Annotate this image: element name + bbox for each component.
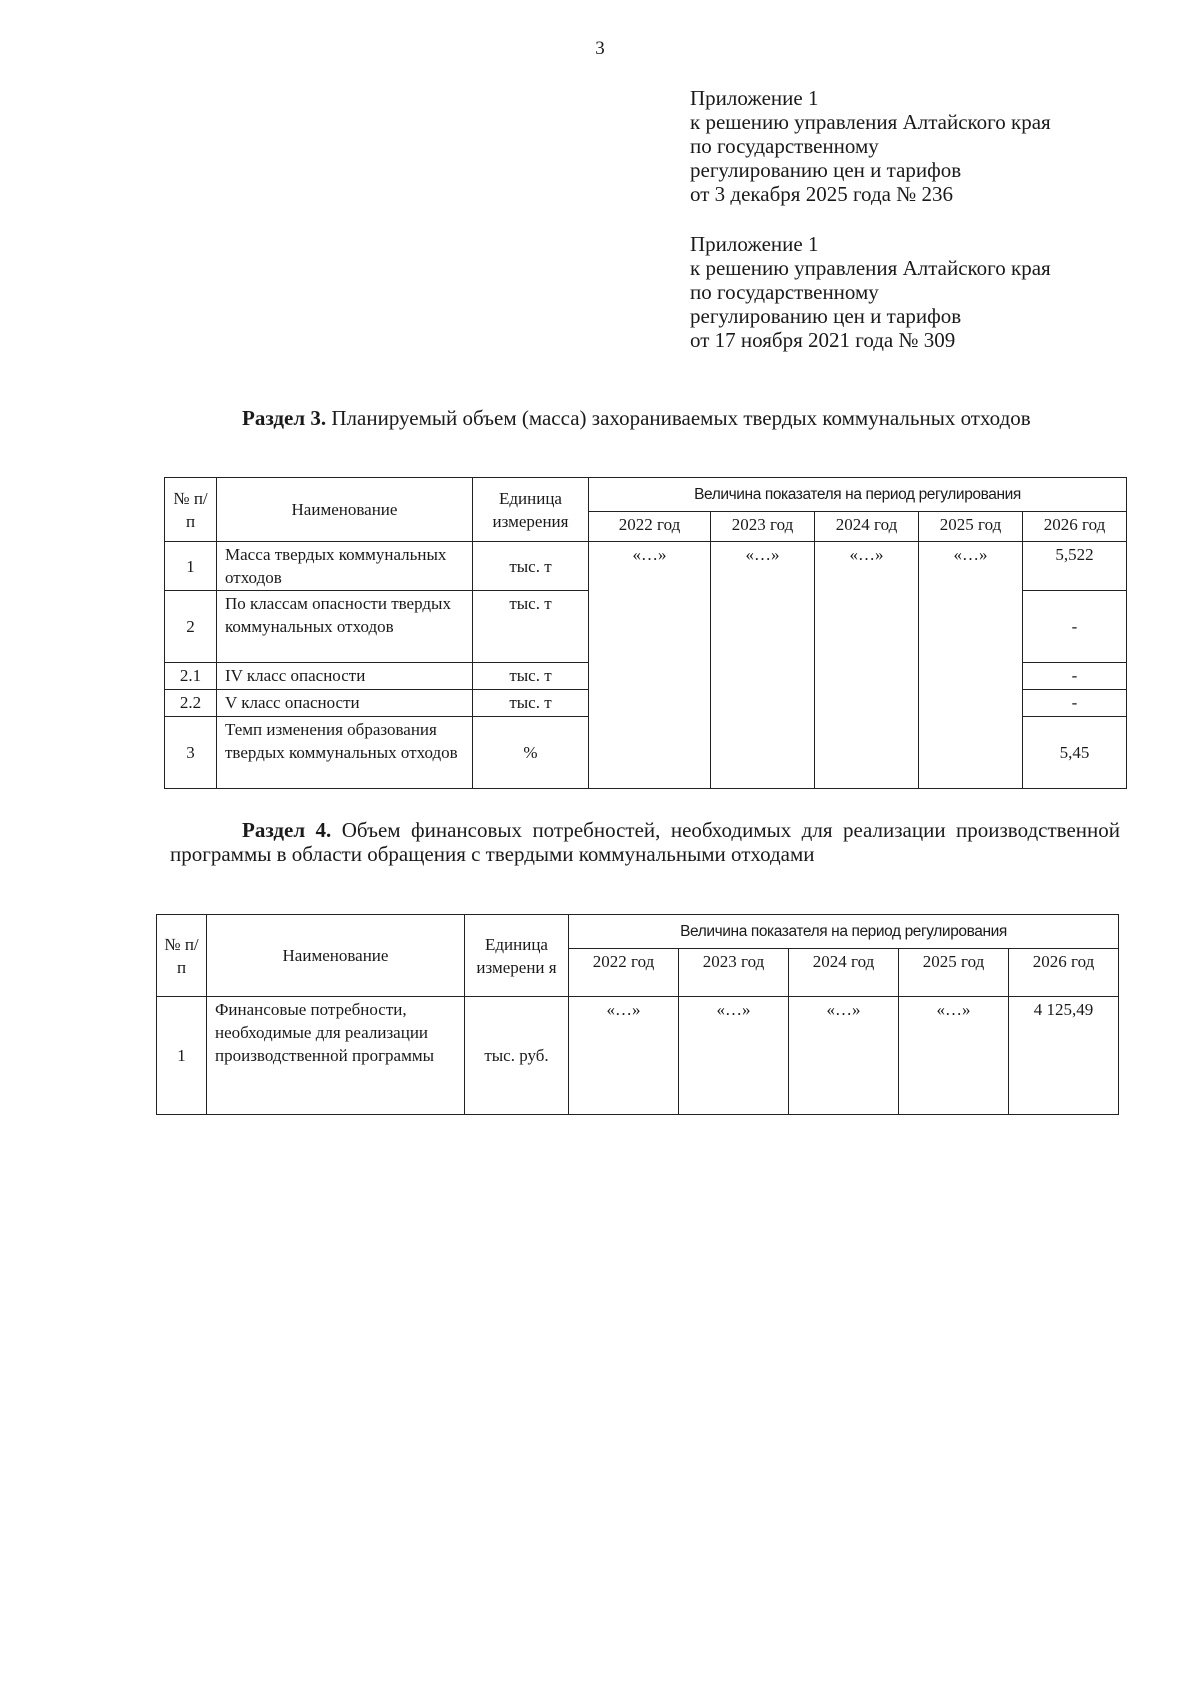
appendix-current-line: к решению управления Алтайского края xyxy=(690,110,1051,134)
appendix-current-line: по государственному xyxy=(690,134,879,158)
row-value: «…» xyxy=(711,542,815,789)
appendix-current-line: Приложение 1 xyxy=(690,86,819,110)
table-row xyxy=(157,997,1119,1115)
header-name: Наименование xyxy=(207,915,465,997)
row-value: - xyxy=(1023,591,1127,663)
section3-title xyxy=(170,406,1120,430)
section3-title-text: Планируемый объем (масса) захораниваемых твердых коммунальных отходов xyxy=(331,406,1031,430)
header-year: 2022 год xyxy=(569,949,679,997)
appendix-original-line: Приложение 1 xyxy=(690,232,819,256)
appendix-original-line: по государственному xyxy=(690,280,879,304)
section3-label: Раздел 3. xyxy=(242,406,327,430)
row-value: - xyxy=(1023,663,1127,690)
section4-table xyxy=(156,914,1119,1115)
row-unit: тыс. т xyxy=(473,663,589,690)
row-unit: тыс. т xyxy=(473,542,589,591)
row-name: Масса твердых коммунальных отходов xyxy=(217,542,473,591)
header-num: № п/ п xyxy=(157,915,207,997)
section4-title xyxy=(170,818,1120,866)
header-unit: Единица измерени я xyxy=(465,915,569,997)
section4-label: Раздел 4. xyxy=(242,818,332,842)
appendix-original-block xyxy=(690,232,1051,352)
row-unit: тыс. т xyxy=(473,690,589,717)
header-num: № п/п xyxy=(165,478,217,542)
page-number: 3 xyxy=(595,38,605,59)
header-year: 2024 год xyxy=(789,949,899,997)
row-value: «…» xyxy=(679,997,789,1115)
header-year: 2026 год xyxy=(1009,949,1119,997)
row-num: 1 xyxy=(165,542,217,591)
row-value: 4 125,49 xyxy=(1009,997,1119,1115)
row-unit: тыс. т xyxy=(473,591,589,663)
header-year: 2024 год xyxy=(815,512,919,542)
appendix-current-line: регулированию цен и тарифов xyxy=(690,158,962,182)
header-period: Величина показателя на период регулирования xyxy=(589,478,1127,512)
row-num: 3 xyxy=(165,717,217,789)
row-unit: % xyxy=(473,717,589,789)
header-period: Величина показателя на период регулирования xyxy=(569,915,1119,949)
appendix-original-line: регулированию цен и тарифов xyxy=(690,304,962,328)
row-unit: тыс. руб. xyxy=(465,997,569,1115)
row-num: 2.2 xyxy=(165,690,217,717)
header-unit: Единица измерения xyxy=(473,478,589,542)
row-num: 2 xyxy=(165,591,217,663)
row-name: V класс опасности xyxy=(217,690,473,717)
row-value: 5,45 xyxy=(1023,717,1127,789)
section4-title-text: Объем финансовых потребностей, необходимых для реализации производственной программы в области обращения с твердыми коммунальными отходами xyxy=(170,818,1120,866)
row-value: «…» xyxy=(899,997,1009,1115)
row-name: Финансовые потребности, необходимые для реализации производственной программы xyxy=(207,997,465,1115)
header-year: 2026 год xyxy=(1023,512,1127,542)
row-value: «…» xyxy=(919,542,1023,789)
section3-table xyxy=(164,477,1127,789)
row-value: - xyxy=(1023,690,1127,717)
appendix-current-line: от 3 декабря 2025 года № 236 xyxy=(690,182,953,206)
row-value: 5,522 xyxy=(1023,542,1127,591)
appendix-original-line: к решению управления Алтайского края xyxy=(690,256,1051,280)
header-name: Наименование xyxy=(217,478,473,542)
row-value: «…» xyxy=(589,542,711,789)
row-value: «…» xyxy=(815,542,919,789)
row-name: IV класс опасности xyxy=(217,663,473,690)
appendix-original-line: от 17 ноября 2021 года № 309 xyxy=(690,328,956,352)
row-value: «…» xyxy=(789,997,899,1115)
header-year: 2022 год xyxy=(589,512,711,542)
row-num: 2.1 xyxy=(165,663,217,690)
row-value: «…» xyxy=(569,997,679,1115)
row-name: По классам опасности твердых коммунальных отходов xyxy=(217,591,473,663)
row-num: 1 xyxy=(157,997,207,1115)
header-year: 2023 год xyxy=(711,512,815,542)
row-name: Темп изменения образования твердых коммунальных отходов xyxy=(217,717,473,789)
header-year: 2025 год xyxy=(919,512,1023,542)
appendix-current-block xyxy=(690,86,1051,206)
table-row xyxy=(165,542,1127,591)
header-year: 2025 год xyxy=(899,949,1009,997)
header-year: 2023 год xyxy=(679,949,789,997)
